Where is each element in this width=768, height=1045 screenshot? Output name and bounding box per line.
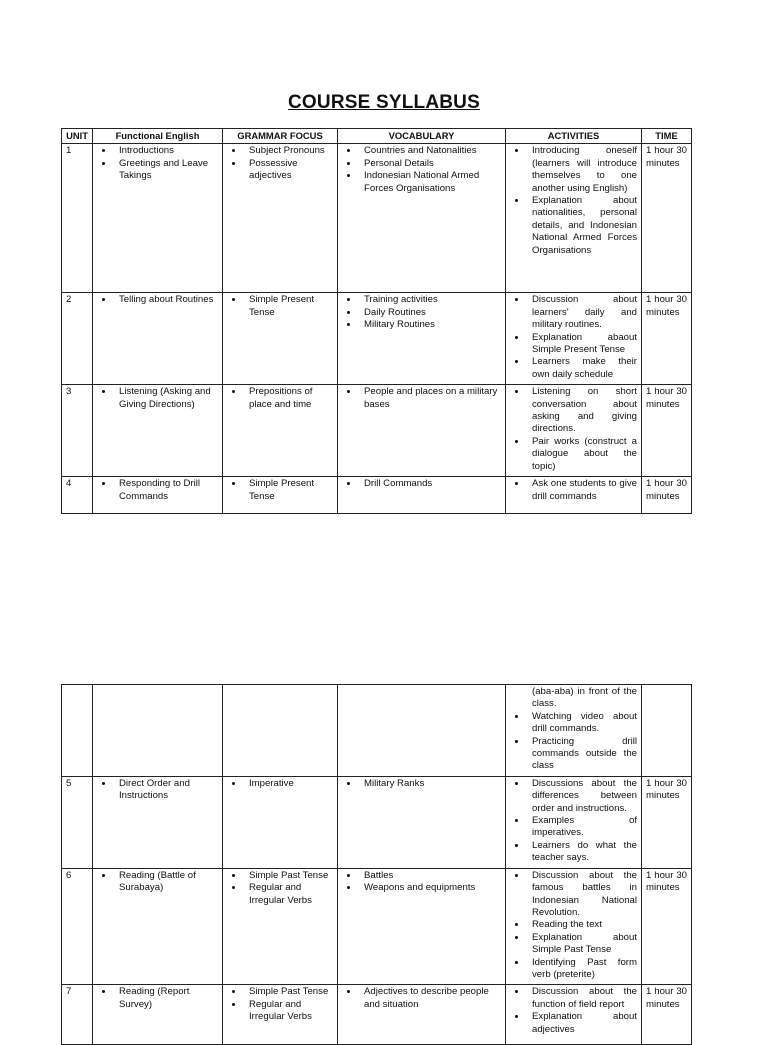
activities-list [510,145,637,257]
activities-item: • Pair works (construct a dialogue about the topic) [527,436,637,473]
activities-item: • Examples of imperatives. [527,815,637,840]
vocabulary-list [342,145,501,195]
grammar-item: • Simple Past Tense [244,870,333,882]
activities-list [510,478,637,503]
functional-item: • Reading (Report Survey) [114,986,218,1011]
functional-cell [93,776,223,868]
activities-item: • Learners make their own daily schedule [527,356,637,381]
table-row [62,385,692,477]
grammar-cell [223,477,338,514]
unit-cell: 3 [62,385,93,477]
time-cell: 1 hour 30 minutes [642,776,692,868]
grammar-item: • Possessive adjectives [244,158,333,183]
syllabus-table-page-2 [61,684,692,1045]
functional-cell [93,144,223,293]
vocabulary-list [342,870,501,895]
vocabulary-cell [338,985,506,1045]
vocabulary-cell [338,868,506,985]
functional-cell [93,985,223,1045]
functional-list [97,778,218,803]
grammar-cell [223,868,338,985]
activities-item: • Explanation about Simple Past Tense [527,932,637,957]
functional-list [97,986,218,1011]
functional-list [97,478,218,503]
vocabulary-item: • Training activities [359,294,501,306]
grammar-list [227,870,333,907]
activities-list [510,386,637,473]
functional-item: • Responding to Drill Commands [114,478,218,503]
grammar-list [227,145,333,182]
functional-cell [93,477,223,514]
unit-cell: 6 [62,868,93,985]
functional-list [97,870,218,895]
grammar-list [227,478,333,503]
activities-item: • Learners do what the teacher says. [527,840,637,865]
grammar-cell [223,293,338,385]
activities-item: • Watching video about drill commands. [527,711,637,736]
grammar-item: • Subject Pronouns [244,145,333,157]
vocabulary-item: • Adjectives to describe people and situation [359,986,501,1011]
vocabulary-item: • Drill Commands [359,478,501,490]
grammar-item: • Simple Present Tense [244,294,333,319]
grammar-item: • Regular and Irregular Verbs [244,999,333,1024]
vocabulary-item: • Personal Details [359,158,501,170]
functional-item: • Listening (Asking and Giving Directions) [114,386,218,411]
activities-cell [506,385,642,477]
vocabulary-item: • Daily Routines [359,307,501,319]
functional-cell [93,293,223,385]
activities-cell [506,144,642,293]
header-functional-english: Functional English [93,129,223,144]
activities-item: • Discussion about the function of field report [527,986,637,1011]
activities-list [510,778,637,865]
grammar-list [227,294,333,319]
activities-item: • Discussion about learners’ daily and military routines. [527,294,637,331]
unit-cell [62,685,93,777]
header-unit: UNIT [62,129,93,144]
header-grammar-focus: GRAMMAR FOCUS [223,129,338,144]
grammar-cell [223,985,338,1045]
vocabulary-item: • Battles [359,870,501,882]
functional-list [97,145,218,182]
grammar-cell [223,776,338,868]
activities-item: • Reading the text [527,919,637,931]
activities-item: • Identifying Past form verb (preterite) [527,957,637,982]
table-row [62,776,692,868]
activities-item: • Explanation about adjectives [527,1011,637,1036]
header-time: TIME [642,129,692,144]
vocabulary-cell [338,293,506,385]
table-row [62,868,692,985]
grammar-item: • Prepositions of place and time [244,386,333,411]
grammar-item: • Simple Present Tense [244,478,333,503]
time-cell: 1 hour 30 minutes [642,144,692,293]
grammar-cell [223,144,338,293]
activity-continuation-text: (aba-aba) in front of the class. [532,686,637,710]
functional-list [97,294,218,306]
unit-cell: 2 [62,293,93,385]
table-header-row [62,129,692,144]
activities-item: • Practicing drill commands outside the class [527,736,637,773]
unit-cell: 1 [62,144,93,293]
activities-cell [506,985,642,1045]
syllabus-table-page-1 [61,128,692,514]
activities-list [510,986,637,1036]
vocabulary-list [342,778,501,790]
functional-list [97,386,218,411]
activities-item: • Ask one students to give drill commands [527,478,637,503]
grammar-list [227,386,333,411]
table-row-continuation [62,685,692,777]
unit-cell: 7 [62,985,93,1045]
functional-item: • Introductions [114,145,218,157]
grammar-list [227,986,333,1023]
grammar-item: • Regular and Irregular Verbs [244,882,333,907]
vocabulary-cell [338,776,506,868]
activities-cell [506,293,642,385]
activities-list [510,711,637,773]
functional-cell [93,868,223,985]
grammar-cell [223,685,338,777]
time-cell: 1 hour 30 minutes [642,293,692,385]
unit-cell: 4 [62,477,93,514]
time-cell: 1 hour 30 minutes [642,985,692,1045]
vocabulary-cell [338,385,506,477]
activities-item: • Listening on short conversation about asking and giving directions. [527,386,637,436]
vocabulary-cell [338,144,506,293]
vocabulary-item: • Military Routines [359,319,501,331]
activities-item: • Discussion about the famous battles in Indonesian National Revolution. [527,870,637,920]
activities-item: • Explanation about nationalities, personal details, and Indonesian National Armed Forces Organisations [527,195,637,257]
functional-item: • Greetings and Leave Takings [114,158,218,183]
vocabulary-item: • Indonesian National Armed Forces Organisations [359,170,501,195]
functional-cell [93,685,223,777]
page-title: COURSE SYLLABUS [288,92,480,113]
vocabulary-list [342,986,501,1011]
activities-cell [506,685,642,777]
activities-item: • Introducing oneself (learners will introduce themselves to one another using English) [527,145,637,195]
vocabulary-item: • Countries and Natonalities [359,145,501,157]
vocabulary-cell [338,477,506,514]
table-row [62,144,692,293]
vocabulary-item: • People and places on a military bases [359,386,501,411]
table-row [62,985,692,1045]
activities-item: • Discussions about the differences between order and instructions. [527,778,637,815]
vocabulary-item: • Military Ranks [359,778,501,790]
functional-item: • Telling about Routines [114,294,218,306]
table-row [62,477,692,514]
header-activities: ACTIVITIES [506,129,642,144]
grammar-item: • Imperative [244,778,333,790]
functional-cell [93,385,223,477]
table-row [62,293,692,385]
vocabulary-list [342,294,501,331]
functional-item: • Direct Order and Instructions [114,778,218,803]
grammar-list [227,778,333,790]
activities-cell [506,477,642,514]
activities-list [510,294,637,381]
functional-item: • Reading (Battle of Surabaya) [114,870,218,895]
unit-cell: 5 [62,776,93,868]
header-vocabulary: VOCABULARY [338,129,506,144]
time-cell [642,685,692,777]
activities-item: • Explanation abaout Simple Present Tense [527,332,637,357]
activities-list [510,870,637,982]
time-cell: 1 hour 30 minutes [642,477,692,514]
activities-cell [506,868,642,985]
grammar-item: • Simple Past Tense [244,986,333,998]
vocabulary-list [342,386,501,411]
time-cell: 1 hour 30 minutes [642,385,692,477]
vocabulary-item: • Weapons and equipments [359,882,501,894]
activities-cell [506,776,642,868]
vocabulary-list [342,478,501,490]
grammar-cell [223,385,338,477]
vocabulary-cell [338,685,506,777]
time-cell: 1 hour 30 minutes [642,868,692,985]
